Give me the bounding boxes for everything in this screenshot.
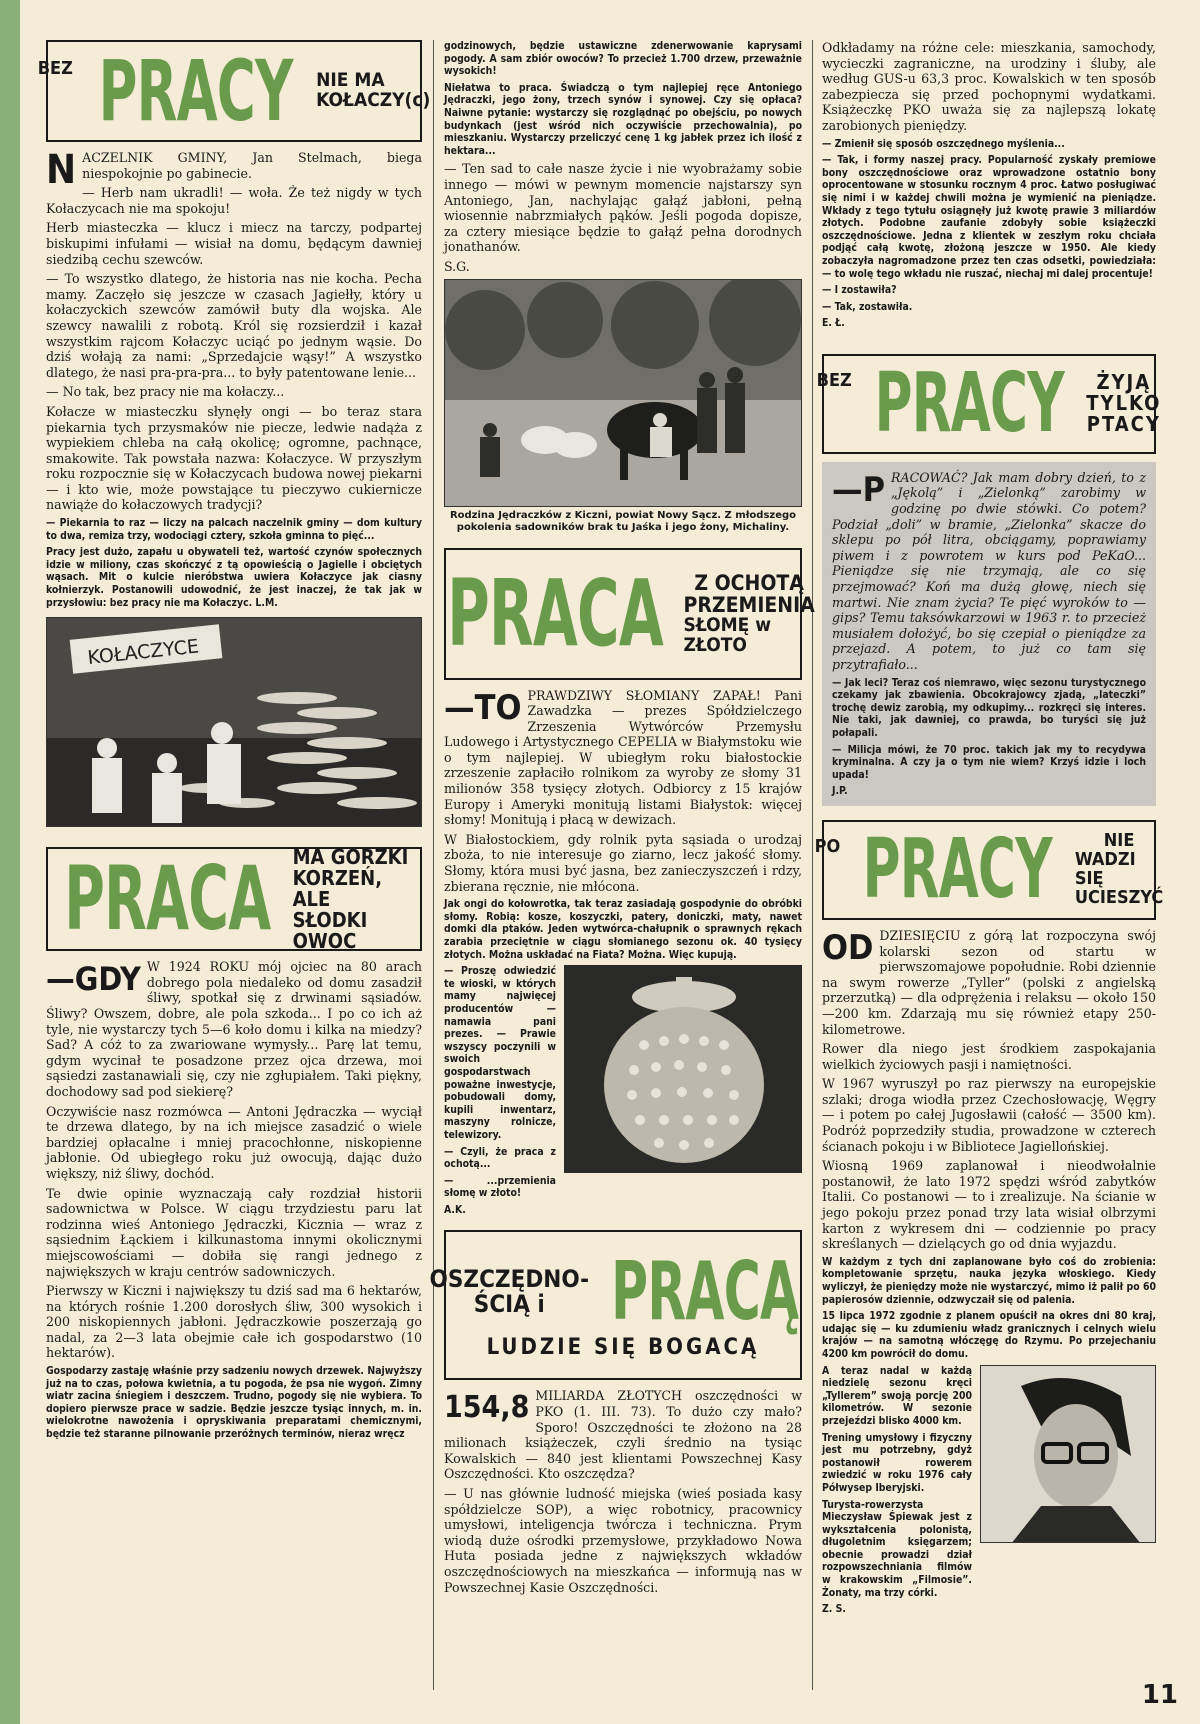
page-number: 11 xyxy=(1141,1680,1178,1710)
headline-small: ŚCIĄ i xyxy=(473,1289,545,1318)
paragraph: Odkładamy na różne cele: mieszkania, samochody, wycieczki zagraniczne, na urodziny i śluby, ale według GUS-u 63,3 proc. Kowalskich w ten sposób zabezpiecza się przed pochopnymi wydatkami. Książeczkę PKO uważa się za najlepszą lokatę zarobionych pieniędzy. xyxy=(822,40,1156,133)
headline-small: PTACY xyxy=(1086,412,1161,437)
headline-small: KOŁACZY(c) xyxy=(316,89,431,111)
paragraph: Oczywiście nasz rozmówca — Antoni Jędraczka — wyciął te drzewa dlatego, by na ich miejsce zasadzić o wiele bardziej opłacalne i mniej pracochłonne, niskopienne jabłonie. Od ubiegłego roku już owocują, dając dużo większy, niż śliwy, dochód. xyxy=(46,1103,422,1181)
headline-small: PO xyxy=(814,835,841,857)
headline-small: OSZCZĘDNO- xyxy=(429,1264,590,1293)
column-3 xyxy=(814,40,1164,1620)
photo-bakery xyxy=(46,617,422,827)
drop-cap: —P xyxy=(832,469,886,510)
headline-big: PRACA xyxy=(64,847,271,951)
paragraph: W 1967 wyruszył po raz pierwszy na europejskie szlaki; droga wiodła przez Czechosłowację, Węgry — i potem po całej Jugosławii (całość — 3500 km). Podróż poprzedziły studia, prowadzone w czterech ścianach pokoju i w Bibliotece Jagiellońskiej. xyxy=(822,1076,1156,1154)
paragraph-small: — Piekarnia to raz — liczy na palcach naczelnik gminy — dom kultury to dwa, remiza trzy, wodociągi cztery, szkoła gminna to pięć... xyxy=(46,517,422,542)
photo-portrait xyxy=(980,1365,1156,1543)
paragraph-small: — Tak, i formy naszej pracy. Popularność zyskały premiowe bony oszczędnościowe oraz wprowadzone ostatnio bony oprocentowane w stosunku rocznym 4 proc. Łatwo posługiwać się nimi i w każdej chwili można je wymienić na pieniądze. Wkłady z tego tytułu osiągnęły już kwotę prawie 3 miliardów złotych. Podobne zaufanie zdobyły sobie książeczki oszczędnościowe. Jedna z klientek w zeszłym roku chciała podjąć całą kwotę, złożoną jeszcze w 1950. Ale kiedy zobaczyła nagromadzone przez ten czas odsetki, powiedziała: — to wolę tego wkładu nie ruszać, niechaj mi dalej procentuje! xyxy=(822,154,1156,280)
drop-cap: 154,8 xyxy=(444,1390,530,1426)
paragraph: W 1924 ROKU mój ojciec na 80 arach dobrego pola niedaleko od domu zasadził śliwy, spotkał się z drwinami sąsiadów. Śliwy? Owszem, dobre, ale pola szkoda... I po co ich aż tyle, nie wystarczy tych 5—6 koło domu i kilka na miedzy? Sad? A cóż to za zwariowane wymysły... Parę lat temu, gdym wycinał te posadzone przez ojca drzewa, moi sąsiedzi zastanawiali się, czy nie zgłupiałem. Taki piękny, dochodowy sad pod siekierę? xyxy=(46,959,422,1099)
headline-bez-pracy-zyja-tylko-ptacy xyxy=(816,354,1162,454)
headline-po-pracy-nie-wadzi xyxy=(814,820,1164,920)
article-kolaczyce xyxy=(46,147,422,609)
paragraph-small: Jak ongi do kołowrotka, tak teraz zasiadają gospodynie do obróbki słomy. Robią: kosze, koszyczki, patery, doniczki, maty, nawet domki dla ptaków. Jeden wytwórca-chałupnik o sprawnych rękach zarabia przeciętnie w ciągu słomianego sezonu ok. 40 tysięcy złotych. Można uskładać na Fiata? Można. Więc kupują. xyxy=(444,898,802,961)
paragraph-small: W każdym z tych dni zaplanowane było coś do zrobienia: kompletowanie sprzętu, nauka języka włoskiego. Kiedy wyliczył, że pieniędzy może nie wystarczyć, mimo iż palił po 60 papierosów dziennie, odzwyczaił się od palenia. xyxy=(822,1255,1156,1306)
signature: A.K. xyxy=(444,1203,466,1216)
headline-small: NIE xyxy=(1103,830,1135,852)
column-2 xyxy=(429,40,815,1599)
paragraph-small: — Zmienił się sposób oszczędnego myślenia... xyxy=(822,137,1065,150)
paragraph: Te dwie opinie wyznaczają cały rozdział historii sadownictwa w Polsce. W ciągu trzydziestu paru lat rodzinna wieś Antoniego Jędraczki, Kicznia — wraz z sąsiednim Łąckiem i kilkunastoma innymi okolicznymi miejscowościami — dobiła się rangi jednego z największych w kraju centrów sadowniczych. xyxy=(46,1185,422,1279)
paragraph-small: Turysta-rowerzysta Mieczysław Śpiewak jest z wykształcenia polonistą, długoletnim księgarzem; obecnie prowadzi dział rozpowszechniania filmów w krakowskim „Filmosie”. Żonaty, ma trzy córki. xyxy=(822,1498,972,1599)
paragraph-small: Pracy jest dużo, zapału u obywateli też, wartość czynów społecznych idzie w miliony, czas skończyć z tą opowieścią o Jagielle i obciętych wąsach. Mit o kulcie nieróbstwa uwiera Kołaczyce jak ciasny kołnierzyk. Postanowili udowodnić, że jest inaczej, że tak jak w przysłowiu: bez pracy nie ma Kołaczyc. L.M. xyxy=(46,546,422,609)
signature: J.P. xyxy=(832,785,848,798)
paragraph-small: — Jak leci? Teraz coś niemrawo, więc sezonu turystycznego czekamy jak zbawienia. Obcokrajowcy zjadą, „lateczki” trochę dewiz zarobią, my odkupimy... rozkręci się interes. Nie taki, jak dawniej, co prawda, bo turyści się już połapali. xyxy=(832,676,1146,739)
paragraph: RACOWAĆ? Jak mam dobry dzień, to z „Jękolą” i „Zielonką” zarobimy w godzinę po dwie stówki. Co potem? Podział „doli” w bramie, „Zielonka” skacze do sklepu po pół litra, obciągamy, poprawiamy piwem i z powrotem w kurs pod PeKaO... Pieniądze się nie trzymają, ale co się przejmować? Koń ma dużą głowę, niech się martwi. Nie znam życia? Te pięć wyroków to — gips? Temu taksówkarzowi w 1963 r. to przecież musiałem dołożyć, bo się czepiał o pieniądze za przejazd. A potem, to już co tam się przytrafiało... xyxy=(832,469,1146,672)
signature: E. Ł. xyxy=(822,317,845,330)
article-pko xyxy=(444,1388,802,1595)
paragraph: MILIARDA ZŁOTYCH oszczędności w PKO (1. III. 73). To dużo czy mało? Sporo! Oszczędności te złożono na 28 milionach książeczek, czyli średnio na tysiąc Kowalskich — 840 jest klientami Powszechnej Kasy Oszczędności. Kto oszczędza? xyxy=(444,1388,802,1482)
drop-cap: —GDY xyxy=(46,960,141,999)
photo-family-orchard xyxy=(444,279,802,507)
column-1 xyxy=(37,40,431,1445)
paragraph: PRAWDZIWY SŁOMIANY ZAPAŁ! Pani Zawadzka — prezes Spółdzielczego Zrzeszenia Wytwórców Przemysłu Ludowego i Artystycznego CEPELIA w Białymstoku wie o tym najlepiej. W ubiegłym roku białostockie zrzeszenie zapłaciło rolnikom za wyroby ze słomy 31 milionów 358 tysięcy złotych. Odbiorcy z 15 krajów Europy i Ameryki monitują listami Białystok: więcej słomy! Monitują i płacą w dewizach. xyxy=(444,687,802,828)
paragraph: Kołacze w miasteczku słynęły ongi — bo teraz stara piekarnia tych przysmaków nie piecze, ledwie nadąża z wypiekiem chleba na całą okolicę; ogromne, pachnące, smakowite. Tak powstała nazwa: Kołaczyce. W przyszłym roku rozpocznie się w Kołaczycach budowa nowej piekarni — i kto wie, może powstające tu pieczywo cukiernicze nawiąże do kołaczowych tradycji? xyxy=(46,403,422,513)
bakery-photo-illustration xyxy=(47,618,422,827)
headline-small: SŁOMĘ w ZŁOTO xyxy=(683,613,772,656)
article-sadownictwo xyxy=(46,959,422,1440)
paragraph-small: Niełatwa to praca. Świadczą o tym najlepiej ręce Antoniego Jędraczki, jego żony, trzech synów i synowej. Czy się opłaca? Naiwne pytanie: wystarczy się rozglądnąć po obejściu, po nowych budynkach (jest wśród nich oczywiście przechowalnia), po mieszkaniu. Wystarczy przeliczyć cenę 1 kg jabłek przez ich ilość z hektara... xyxy=(444,81,802,157)
headline-small: NIE MA xyxy=(316,69,385,92)
headline-big: PRACĄ xyxy=(611,1244,799,1338)
paragraph-small: — Milicja mówi, że 70 proc. takich jak my to recydywa kryminalna. A czy ja o tym nie wiem? Krzyś idzie i loch upada! xyxy=(832,743,1146,781)
headline-small: UCIESZYĆ xyxy=(1074,886,1164,908)
paragraph: — U nas głównie ludność miejska (wieś posiada kasy spółdzielcze SOP), a więc robotnicy, pracownicy umysłowi, inteligencja twórcza i techniczna. Prym wiodą duże ośrodki przemysłowe, przykładowo Nowa Huta posiada jedne z największych wkładów oszczędnościowych na mieszkańca — informują nas w Powszechnej Kasie Oszczędności. xyxy=(444,1486,802,1595)
headline-small: MA GORZKI xyxy=(292,844,409,869)
photo-caption: Rodzina Jędraczków z Kiczni, powiat Nowy Sącz. Z młodszego pokolenia sadowników brak tu Jaśka i jego żony, Michaliny. xyxy=(449,509,797,533)
paragraph-small: godzinowych, będzie ustawiczne zdenerwowanie kaprysami pogody. A sam zbiór owoców? To przecież 1.700 drzew, przeważnie wysokich! xyxy=(444,40,802,78)
headline-small: WADZI SIĘ xyxy=(1074,849,1136,889)
signature: S.G. xyxy=(444,258,470,274)
paragraph: ACZELNIK GMINY, Jan Stelmach, biega niespokojnie po gabinecie. xyxy=(82,150,422,181)
headline-bez-pracy-nie-ma-kolaczy xyxy=(37,40,431,142)
family-photo-illustration xyxy=(445,280,802,507)
paragraph-small: — I zostawiła? xyxy=(822,284,897,297)
paragraph: Wiosną 1969 zaplanował i nieodwołalnie postanowił, że lato 1972 spędzi wśród zabytków Italii. Co postanowi — to i zrealizuje. Na ścianie w jego pokoju przez ponad trzy lata wisiał olbrzymi karton z wykresem dni — codziennie po pracy skreślanych — dzielących go od dnia wyjazdu. xyxy=(822,1158,1156,1252)
headline-small: KORZEŃ, ALE xyxy=(292,865,383,911)
paragraph: W Białostockiem, gdy rolnik pyta sąsiada o urodzaj zboża, to nie interesuje go ziarno, lecz jakość słomy. Słomy, która musi być jasna, bez zanieczyszczeń i rdzy, zbierana ręcznie, nie młócona. xyxy=(444,831,802,894)
green-margin xyxy=(0,0,20,1724)
drop-cap: N xyxy=(46,147,77,193)
headline-praca-z-ochota xyxy=(444,548,815,680)
paragraph-small: 15 lipca 1972 zgodnie z planem opuścił na okres dni 80 kraj, udając się — ku zdumieniu władz granicznych i celnych wielu krajów — na samotną włóczęgę do Rzymu. Po przejechaniu 4200 km powrócił do domu. xyxy=(822,1310,1156,1360)
paragraph-small: Trening umysłowy i fizyczny jest mu potrzebny, gdyż postanowił rowerem zwiedzić w roku 1976 cały Półwysep Iberyjski. xyxy=(822,1431,972,1494)
drop-cap: OD xyxy=(822,927,874,968)
headline-small: SŁODKI OWOC xyxy=(292,907,368,953)
paragraph: — Ten sad to całe nasze życie i nie wyobrażamy sobie innego — mówi w pewnym momencie najstarszy syn Antoniego, Jan, nachylając gałąź jabłoni, pełną wiosennie nabrzmiałych pąków. Jeśli pogoda dopisze, za cztery miesiące będzie to gałąź pełna dorodnych jonathanów. xyxy=(444,161,802,255)
headline-small: TYLKO xyxy=(1086,391,1162,416)
photo-straw-basket xyxy=(564,965,802,1173)
article-rowerzysta xyxy=(822,928,1156,1620)
straw-basket-illustration xyxy=(564,965,802,1173)
paragraph-small: — Czyli, że praca z ochotą... xyxy=(444,1145,556,1171)
article-cepelia xyxy=(444,688,802,1221)
sign-kolaczyce: KOŁACZYCE xyxy=(86,635,201,670)
portrait-illustration xyxy=(981,1366,1155,1543)
headline-oszczednoscia-i-praca xyxy=(429,1230,802,1380)
headline-big: PRACY xyxy=(874,355,1064,451)
headline-small: LUDZIE SIĘ BOGACĄ xyxy=(486,1334,760,1360)
headline-big: PRACA xyxy=(447,559,664,667)
paragraph: — To wszystko dlatego, że historia nas nie kocha. Pecha mamy. Zaczęło się jeszcze w czasach Jagiełły, który u kołaczyckich szewców zamówił buty dla wojska. Ale szewcy nawalili z robotą. Król się rozsierdził i kazał wszystkim rajcom Kołaczyc uciąć po jednym wąsie. Do dziś wołają za nami: „Sprzedajcie wąsy!” A wszystko dlatego, że nasi pra-pra-pra... to były patentowane lenie... xyxy=(46,271,422,380)
headline-small: BEZ xyxy=(816,369,852,391)
headline-big: PRACY xyxy=(98,42,293,140)
paragraph: Pierwszy w Kiczni i największy tu dziś sad ma 6 hektarów, na których rośnie 1.200 dorosłych śliw, 300 wysokich i 200 niskopiennych jabłoni. Jędraczkowie poszerzają go nadal, za 2—3 lata obejmie całe ich gospodarstwo (10 hektarów). xyxy=(46,1283,422,1361)
headline-praca-ma-gorzki-korzen xyxy=(46,844,422,953)
paragraph: Rower dla niego jest środkiem zaspokajania wielkich życiowych pasji i namiętności. xyxy=(822,1041,1156,1072)
paragraph-small: — Proszę odwiedzić te wioski, w których mamy najwięcej producentów — namawia pani prezes. — Prawie wszyscy poczynili w swoich gospodarstwach poważne inwestycje, pobudowali domy, kupili inwentarz, maszyny rolnicze, telewizory. xyxy=(444,965,556,1141)
paragraph-small: — ...przemienia słomę w złoto! xyxy=(444,1174,556,1200)
paragraph: — No tak, bez pracy nie ma kołaczy... xyxy=(46,384,285,400)
column-rule xyxy=(812,40,813,1690)
paragraph-small: — Tak, zostawiła. xyxy=(822,300,913,313)
drop-cap: —TO xyxy=(444,687,522,728)
article-ptacy xyxy=(822,462,1156,806)
column-rule xyxy=(433,40,434,1690)
paragraph-small: A teraz nadal w każdą niedzielę sezonu kręci „Tyllerem” swoją porcję 200 kilometrów. W sezonie przejeździ blisko 4000 km. xyxy=(822,1364,972,1427)
headline-small: BEZ xyxy=(37,58,73,79)
signature: Z. S. xyxy=(822,1603,846,1616)
headline-small: PRZEMIENIA xyxy=(683,592,815,617)
headline-small: Z OCHOTĄ xyxy=(694,570,804,595)
paragraph: Herb miasteczka — klucz i miecz na tarczy, podpartej biskupimi infułami — wisiał na domu, będącym dawniej siedzibą cechu szewców. xyxy=(46,220,422,267)
paragraph-small: Gospodarzy zastaję właśnie przy sadzeniu nowych drzewek. Najwyższy już na to czas, połowa kwietnia, a tu pogoda, że psa nie wygoń. Zimny wiatr zacina śniegiem i deszczem. Trudno, pogody się nie wybiera. To dopiero pierwsze prace w sadzie. Będzie jeszcze tysiąc innych, m. in. wielokrotne nawożenia i opryskiwania preparatami chemicznymi, będzie też staranne pilnowanie przeróżnych terminów, nieraz wręcz xyxy=(46,1365,422,1441)
headline-big: PRACY xyxy=(862,821,1053,917)
headline-small: ŻYJĄ xyxy=(1096,370,1152,395)
paragraph: — Herb nam ukradli! — woła. Że też nigdy w tych Kołaczycach nie ma spokoju! xyxy=(46,185,422,216)
paragraph: DZIESIĘCIU z górą lat rozpoczyna swój kolarski sezon od startu w pierwszomajowe popołudnie. Robi dziennie na swym rowerze „Tyller” (polski z angielską przerzutką) — dla odprężenia i relaksu — około 150—200 km. Zdarzają mu się również etapy 250-kilometrowe. xyxy=(822,927,1156,1037)
